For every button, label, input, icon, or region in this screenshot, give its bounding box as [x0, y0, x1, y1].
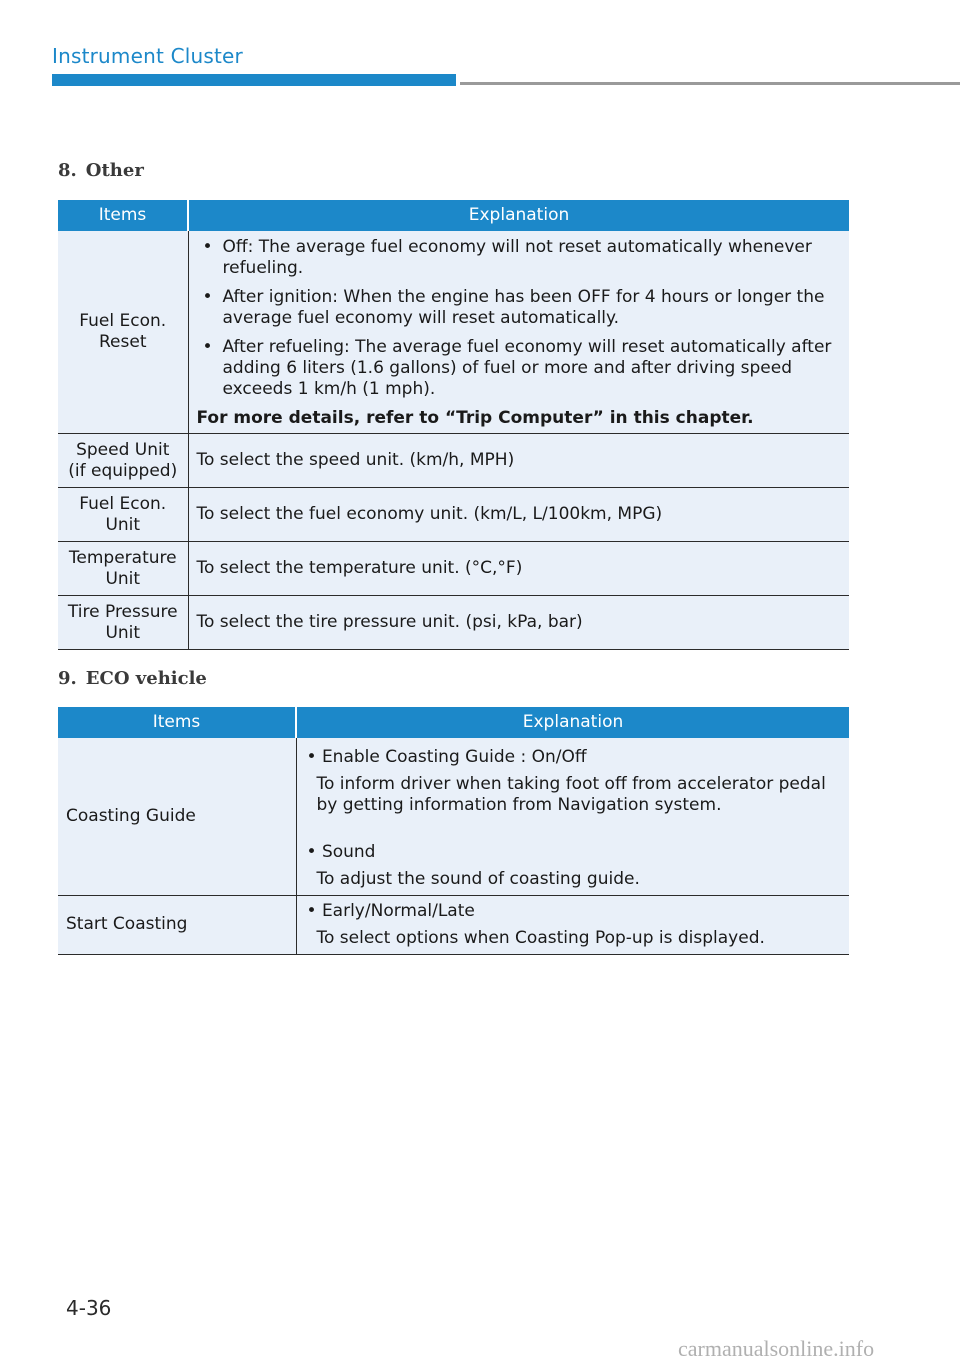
- page-header-title: Instrument Cluster: [52, 44, 243, 68]
- item-cell-temperature-unit: [58, 542, 188, 596]
- item-cell-coasting-guide: Coasting Guide: [58, 738, 296, 895]
- column-header-explanation: Explanation: [296, 707, 849, 738]
- table-header-row: [58, 200, 849, 231]
- list-item: • Off: The average fuel economy will not reset automatically whenever refueling.: [197, 237, 840, 279]
- explanation-cell: To select the fuel economy unit. (km/L, L/100km, MPG): [188, 488, 849, 542]
- section-9-title: ECO vehicle: [85, 668, 207, 689]
- header-accent-bar: [52, 74, 456, 86]
- table-row: [58, 488, 849, 542]
- section-8-heading: [58, 160, 144, 181]
- page-number: 4-36: [66, 1296, 112, 1320]
- table-row: [58, 596, 849, 650]
- item-label-line: Fuel Econ.: [79, 493, 167, 514]
- item-label-line: Temperature: [68, 547, 177, 568]
- item-label-line: Unit: [105, 514, 141, 535]
- option-description: To select options when Coasting Pop-up is displayed.: [316, 927, 765, 948]
- option-bullet: • Enable Coasting Guide : On/Off: [307, 747, 840, 768]
- explanation-cell: To select the tire pressure unit. (psi, kPa, bar): [188, 596, 849, 650]
- section-9-heading: [58, 668, 207, 689]
- section-8-title: Other: [85, 160, 144, 181]
- table-row: [58, 542, 849, 596]
- item-cell-fuel-econ-reset: [58, 231, 188, 434]
- explanation-cell: [296, 738, 849, 895]
- header-divider-line: [460, 82, 960, 85]
- item-label-line: Tire Pressure: [67, 601, 178, 622]
- bullet-list: [197, 231, 840, 400]
- other-settings-table: [58, 200, 849, 650]
- item-cell-fuel-econ-unit: [58, 488, 188, 542]
- table-row: [58, 434, 849, 488]
- explanation-cell: To select the temperature unit. (°C,°F): [188, 542, 849, 596]
- site-watermark: carmanualsonline.info: [678, 1336, 875, 1361]
- table-row: [58, 231, 849, 434]
- table-row: [58, 738, 849, 895]
- item-label-line: Unit: [105, 568, 141, 589]
- option-description: To adjust the sound of coasting guide.: [316, 868, 640, 889]
- item-label-line: (if equipped): [68, 460, 178, 481]
- eco-vehicle-table: [58, 707, 849, 955]
- item-cell-start-coasting: Start Coasting: [58, 895, 296, 954]
- table-header-row: [58, 707, 849, 738]
- section-9-number: 9.: [58, 668, 77, 689]
- item-label-line: Unit: [105, 622, 141, 643]
- list-item: [307, 743, 840, 816]
- item-label-line: Speed Unit: [76, 439, 170, 460]
- item-cell-speed-unit: [58, 434, 188, 488]
- option-description: To inform driver when taking foot off from accelerator pedal by getting information from Navigation system.: [316, 773, 826, 815]
- item-label-line: Fuel Econ.: [79, 311, 167, 331]
- table-row: [58, 895, 849, 954]
- explanation-cell: To select the speed unit. (km/h, MPH): [188, 434, 849, 488]
- list-item: [307, 901, 840, 949]
- column-header-items: Items: [58, 707, 296, 738]
- item-label-line: Reset: [99, 332, 147, 352]
- trip-computer-reference-note: For more details, refer to “Trip Computer” in this chapter.: [196, 408, 754, 428]
- explanation-cell: [188, 231, 849, 434]
- list-item: • After refueling: The average fuel economy will reset automatically after adding 6 liters (1.6 gallons) of fuel or more and after driving speed exceeds 1 km/h (1 mph).: [197, 337, 840, 400]
- column-header-explanation: Explanation: [188, 200, 849, 231]
- column-header-items: Items: [58, 200, 188, 231]
- list-item: • After ignition: When the engine has been OFF for 4 hours or longer the average fuel economy will reset automatically.: [197, 287, 840, 329]
- option-bullet: • Early/Normal/Late: [307, 901, 840, 922]
- explanation-cell: [296, 895, 849, 954]
- list-item: [307, 842, 840, 890]
- section-8-number: 8.: [58, 160, 77, 181]
- item-cell-tire-pressure-unit: [58, 596, 188, 650]
- option-bullet: • Sound: [307, 842, 840, 863]
